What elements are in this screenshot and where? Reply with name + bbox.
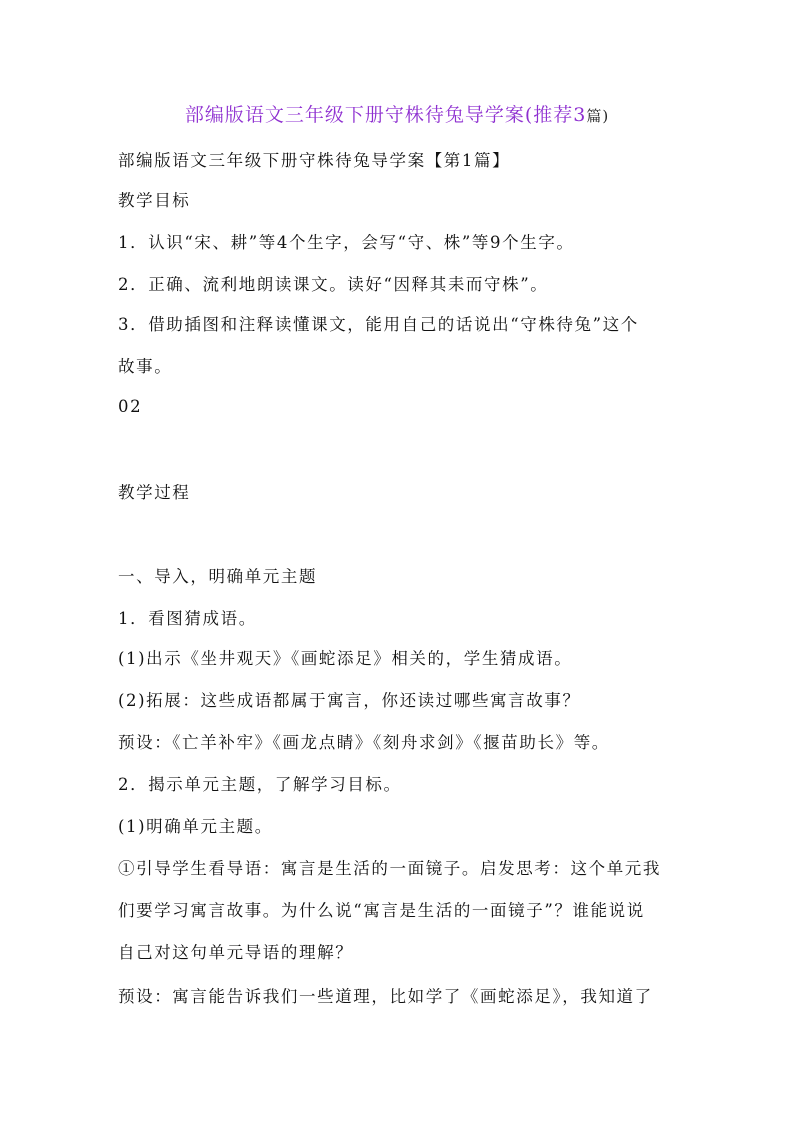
paragraph: 故事。 — [118, 357, 173, 376]
paragraph: (2)拓展：这些成语都属于寓言，你还读过哪些寓言故事？ — [118, 691, 581, 710]
paragraph: 一、导入，明确单元主题 — [118, 567, 318, 586]
title-main: 部编版语文三年级下册守株待兔导学案(推荐3 — [184, 104, 587, 126]
heading-teaching-goals: 教学目标 — [118, 191, 191, 210]
paragraph: 们要学习寓言故事。为什么说“寓言是生活的一面镜子”？谁能说说 — [118, 901, 645, 920]
section-heading: 部编版语文三年级下册守株待兔导学案【第1篇】 — [118, 151, 511, 170]
paragraph: 2．揭示单元主题，了解学习目标。 — [118, 775, 402, 794]
paragraph: ①引导学生看导语：寓言是生活的一面镜子。启发思考：这个单元我 — [118, 859, 661, 878]
paragraph: 2．正确、流利地朗读课文。读好“因释其耒而守株”。 — [118, 275, 549, 294]
title-suffix: 篇) — [586, 107, 610, 125]
paragraph: 预设：《亡羊补牢》《画龙点睛》《刻舟求剑》《揠苗助长》等。 — [118, 733, 610, 752]
paragraph: (1)明确单元主题。 — [118, 817, 273, 836]
paragraph: 预设：寓言能告诉我们一些道理，比如学了《画蛇添足》，我知道了 — [118, 987, 653, 1006]
paragraph: 1．认识“宋、耕”等4个生字，会写“守、株”等9个生字。 — [118, 233, 575, 252]
paragraph: 1．看图猜成语。 — [118, 609, 257, 628]
document-title — [0, 100, 794, 127]
paragraph: 自己对这句单元导语的理解？ — [118, 943, 354, 962]
paragraph: 3．借助插图和注释读懂课文，能用自己的话说出“守株待兔”这个 — [118, 315, 639, 334]
paragraph: 02 — [118, 397, 143, 416]
paragraph: (1)出示《坐井观天》《画蛇添足》相关的，学生猜成语。 — [118, 649, 573, 668]
heading-teaching-process: 教学过程 — [118, 483, 191, 502]
